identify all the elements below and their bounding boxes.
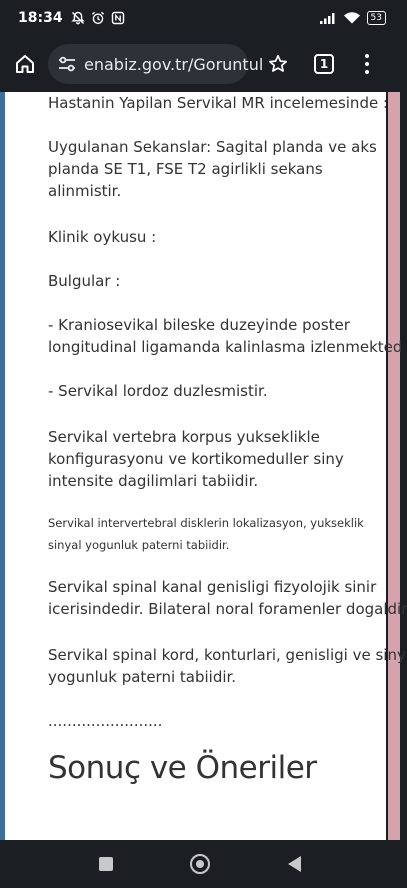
conclusions-heading: Sonuç ve Öneriler (48, 750, 317, 786)
alarm-icon (91, 11, 105, 25)
url-bar[interactable] (48, 44, 264, 84)
finding-4-line-2: sinyal yogunluk paterni tabiidir. (48, 538, 230, 552)
dotted-separator: ........................ (48, 712, 163, 730)
finding-6-line-1: Servikal spinal kord, konturlari, genisligi ve siny (48, 646, 406, 664)
menu-icon[interactable] (362, 52, 372, 76)
finding-1-line-1: - Kraniosevikal bileske duzeyinde poster (48, 316, 350, 334)
tab-count: 1 (319, 57, 329, 71)
browser-toolbar (0, 36, 400, 92)
page-left-border (0, 92, 5, 840)
clinical-history: Klinik oykusu : (48, 228, 157, 246)
nfc-icon (111, 11, 125, 25)
sequences-line-1: Uygulanan Sekanslar: Sagital planda ve aks (48, 138, 377, 156)
findings-heading: Bulgular : (48, 272, 121, 290)
wifi-icon (343, 11, 361, 25)
web-page (0, 92, 407, 840)
report-content (48, 92, 407, 840)
status-right-icons (319, 11, 386, 25)
status-left-icons (71, 11, 125, 25)
battery-icon (367, 11, 386, 25)
page-right-border (388, 92, 400, 840)
finding-2: - Servikal lordoz duzlesmistir. (48, 382, 268, 400)
system-nav-bar (0, 840, 400, 888)
finding-1-line-2: longitudinal ligamanda kalinlasma izlenmekted (48, 338, 403, 356)
home-nav-icon[interactable] (190, 854, 210, 874)
finding-4-line-1: Servikal intervertebral disklerin lokalizasyon, yukseklik (48, 516, 364, 530)
finding-5-line-1: Servikal spinal kanal genisligi fizyolojik sinir (48, 578, 377, 596)
url-text: enabiz.gov.tr/Goruntul (84, 54, 264, 74)
mute-bell-icon (71, 11, 85, 25)
finding-6-line-2: yogunluk paterni tabiidir. (48, 668, 237, 686)
status-bar (0, 0, 400, 36)
back-icon[interactable] (288, 856, 301, 872)
finding-3-line-3: intensite dagilimlari tabiidir. (48, 472, 259, 490)
finding-3-line-2: konfigurasyonu ve kortikomeduller siny (48, 450, 344, 468)
sequences-line-2: planda SE T1, FSE T2 agirlikli sekans (48, 160, 323, 178)
sequences-line-3: alinmistir. (48, 182, 122, 200)
recents-icon[interactable] (99, 857, 113, 871)
report-intro: Hastanin Yapilan Servikal MR incelemesinde : (48, 94, 389, 112)
finding-5-line-2: icerisindedir. Bilateral noral foramenler dogaldir (48, 600, 407, 618)
status-time: 18:34 (18, 10, 63, 26)
signal-icon (319, 11, 337, 25)
home-icon (14, 53, 36, 75)
tabs-icon[interactable] (314, 54, 334, 74)
bookmark-button[interactable] (264, 50, 292, 78)
home-button[interactable] (10, 49, 40, 79)
finding-3-line-1: Servikal vertebra korpus yukseklikle (48, 428, 320, 446)
battery-level: 53 (370, 12, 382, 23)
star-icon (268, 54, 288, 74)
tune-icon[interactable] (58, 56, 76, 72)
